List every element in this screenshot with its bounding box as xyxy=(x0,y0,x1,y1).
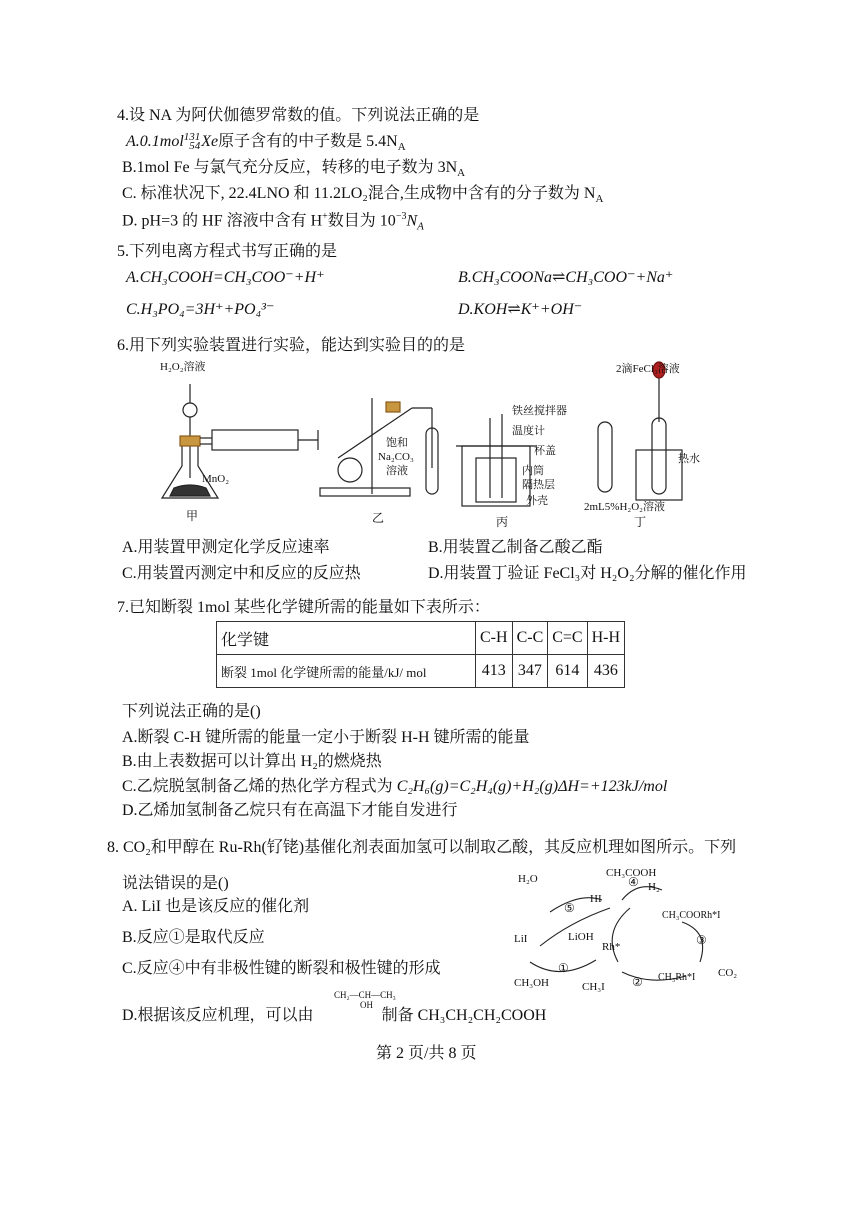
svg-text:MnO₂: MnO₂ xyxy=(202,473,230,485)
q5-stem: 5.下列电离方程式书写正确的是 xyxy=(117,243,338,260)
bond-energy-table xyxy=(216,621,625,688)
q4-option-a: A.0.1mol 131 54 Xe原子含有的中子数是 $5.4N_A$ xyxy=(126,131,406,154)
q4-stem: 4.设 NA 为阿伏伽德罗常数的值。下列说法正确的是 xyxy=(117,107,480,124)
svg-text:Na₂CO₃: Na₂CO₃ xyxy=(378,451,414,463)
svg-text:杯盖: 杯盖 xyxy=(534,445,556,457)
q5-option-b: B.CH₃COONa⇌CH₃COO⁻+Na⁺ xyxy=(458,269,674,286)
svg-text:内筒: 内筒 xyxy=(522,465,544,477)
q7-option-d: D.乙烯加氢制备乙烷只有在高温下才能自发进行 xyxy=(122,802,458,819)
svg-text:CH₃COOH: CH₃COOH xyxy=(606,867,657,879)
q6-option-c: C.用装置丙测定中和反应的反应热 xyxy=(122,565,361,582)
q5-option-c: C.H₃PO₄=3H⁺+PO₄³⁻ xyxy=(126,301,275,318)
jia-syringe xyxy=(212,430,298,450)
svg-text:CH₃COORh*I: CH₃COORh*I xyxy=(662,910,721,921)
jia-stopper xyxy=(180,436,200,446)
q8-option-a: A. LiI 也是该反应的催化剂 xyxy=(122,898,310,915)
q7-option-a: A.断裂 C-H 键所需的能量一定小于断裂 H-H 键所需的能量 xyxy=(122,729,530,746)
q7-ask: 下列说法正确的是() xyxy=(122,703,261,720)
svg-text:CH₃I: CH₃I xyxy=(582,981,605,993)
svg-text:外壳: 外壳 xyxy=(526,495,548,507)
svg-text:H₂: H₂ xyxy=(648,881,660,893)
apparatus-figure xyxy=(150,358,710,530)
q4-option-c: C. 标准状况下, 22.4LNO 和 11.2LO₂混合,生成物中含有的分子数为 $N_A$ xyxy=(122,185,604,206)
svg-text:⑤: ⑤ xyxy=(564,901,575,915)
q7-option-b: B.由上表数据可以计算出 H₂的燃烧热 xyxy=(122,753,382,770)
svg-text:2滴FeCl₃溶液: 2滴FeCl₃溶液 xyxy=(616,363,680,375)
svg-text:②: ② xyxy=(632,975,643,989)
q8-stem: 8. CO₂和甲醇在 Ru-Rh(钌铑)基催化剂表面加氢可以制取乙酸，其反应机理如图所示。下列 xyxy=(107,839,737,856)
svg-text:HI: HI xyxy=(590,893,602,905)
q4-option-b: B.1mol Fe 与氯气充分反应，转移的电子数为 $3N_A$ xyxy=(122,159,466,180)
svg-text:热水: 热水 xyxy=(678,453,700,465)
jia-funnel-bulb xyxy=(183,403,197,417)
q8-molecule: CH₂—CH—CH₃ OH xyxy=(334,990,396,1010)
svg-text:乙: 乙 xyxy=(372,511,385,525)
svg-text:隔热层: 隔热层 xyxy=(522,479,555,491)
svg-text:饱和: 饱和 xyxy=(386,437,408,449)
svg-text:溶液: 溶液 xyxy=(386,465,408,477)
svg-text:CH₃OH: CH₃OH xyxy=(514,977,550,989)
q6-stem: 6.用下列实验装置进行实验，能达到实验目的的是 xyxy=(117,337,466,354)
svg-text:丙: 丙 xyxy=(496,515,509,529)
q6-option-b: B.用装置乙制备乙酸乙酯 xyxy=(428,539,603,556)
svg-text:CO₂: CO₂ xyxy=(718,967,738,979)
table-row: 化学键 C-H C-C C=C H-H xyxy=(217,622,625,655)
table-row: 断裂 1mol 化学键所需的能量/kJ/ mol 413 347 614 436 xyxy=(217,655,625,688)
q5-option-a: A.CH₃COOH=CH₃COO⁻+H⁺ xyxy=(126,269,325,286)
svg-text:丁: 丁 xyxy=(634,515,647,529)
svg-text:温度计: 温度计 xyxy=(512,425,545,437)
svg-text:CH₃Rh*I: CH₃Rh*I xyxy=(658,972,696,983)
svg-text:③: ③ xyxy=(696,933,707,947)
mechanism-figure xyxy=(510,862,770,998)
q7-stem: 7.已知断裂 1mol 某些化学键所需的能量如下表所示： xyxy=(117,599,490,616)
svg-text:Rh*: Rh* xyxy=(602,941,621,953)
svg-text:LiOH: LiOH xyxy=(568,931,594,943)
q8-option-d: D.根据该反应机理，可以由 制备 CH₃CH₂CH₂COOH xyxy=(122,1007,547,1024)
q8-option-c: C.反应④中有非极性键的断裂和极性键的形成 xyxy=(122,960,441,977)
q7-option-c: C.乙烷脱氢制备乙烯的热化学方程式为 C₂H₆(g)=C₂H₄(g)+H₂(g)ΔH=+123kJ/mol xyxy=(122,778,668,795)
page-footer: 第 2 页/共 8 页 xyxy=(376,1045,477,1062)
q5-option-d: D.KOH⇌K⁺+OH⁻ xyxy=(458,301,583,318)
svg-text:H₂O₂溶液: H₂O₂溶液 xyxy=(160,361,206,373)
svg-text:H₂O: H₂O xyxy=(518,873,538,885)
q6-option-a: A.用装置甲测定化学反应速率 xyxy=(122,539,330,556)
svg-text:LiI: LiI xyxy=(514,933,528,945)
svg-text:④: ④ xyxy=(628,875,639,889)
svg-text:①: ① xyxy=(558,961,569,975)
svg-text:甲: 甲 xyxy=(186,509,199,523)
svg-text:铁丝搅拌器: 铁丝搅拌器 xyxy=(512,405,567,417)
q8-stem-2: 说法错误的是() xyxy=(122,875,229,892)
q6-option-d: D.用装置丁验证 FeCl₃对 H₂O₂分解的催化作用 xyxy=(428,565,747,582)
svg-text:2mL5%H₂O₂溶液: 2mL5%H₂O₂溶液 xyxy=(584,501,665,513)
q8-option-b: B.反应①是取代反应 xyxy=(122,929,265,946)
q4-option-d: D. pH=3 的 HF 溶液中含有 H+数目为 $10^{-3}N_A$ xyxy=(122,211,424,233)
